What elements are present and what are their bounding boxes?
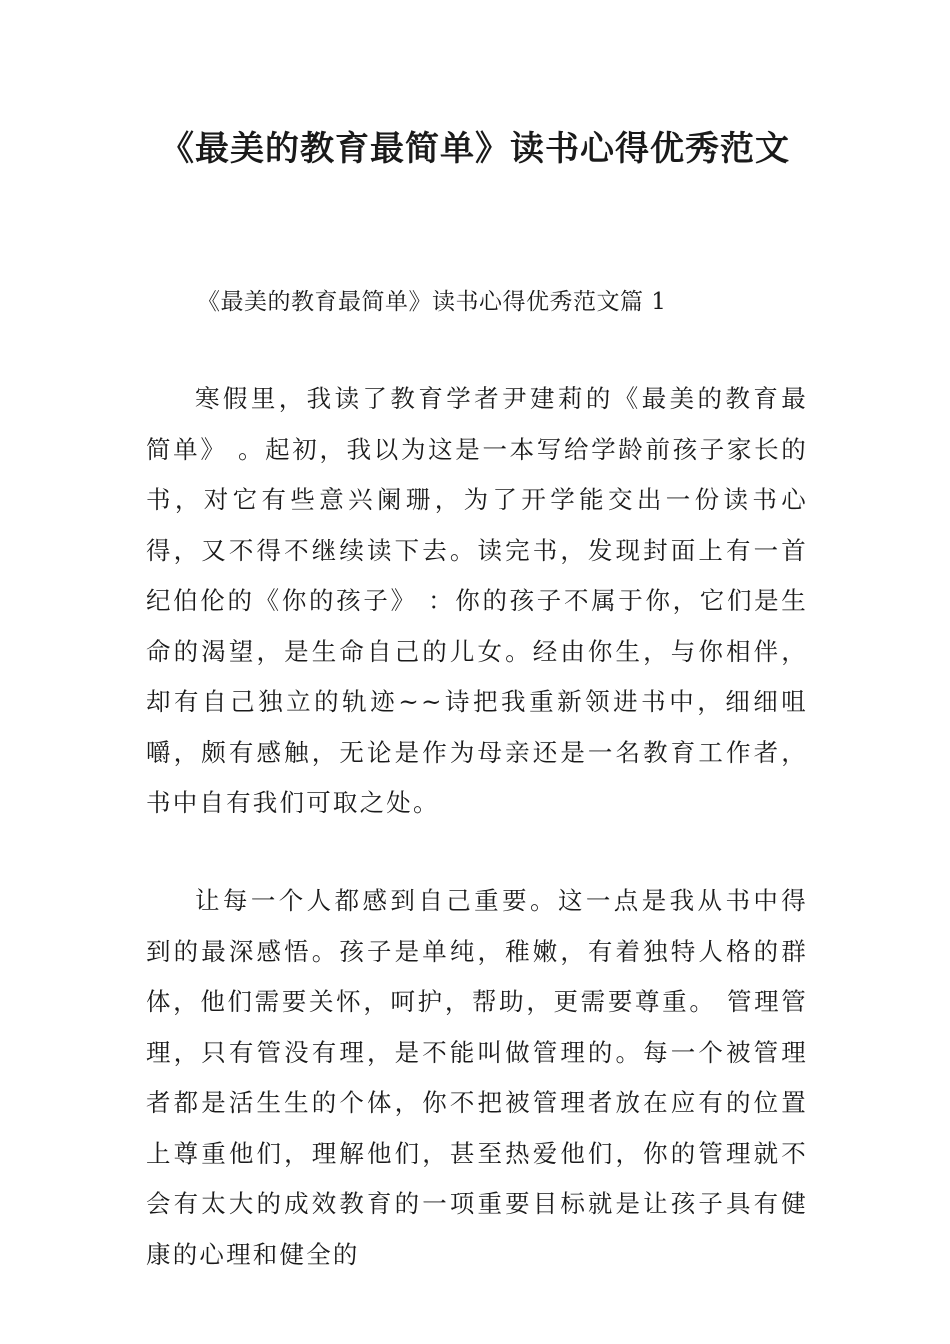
paragraph-1: 寒假里，我读了教育学者尹建莉的《最美的教育最简单》 。起初，我以为这是一本写给学龄前孩子家长的书，对它有些意兴阑珊，为了开学能交出一份读书心得，又不得不继续读下去。读完书，发现封面上有一首纪伯伦的《你的孩子》 ：你的孩子不属于你，它们是生命的渴望，是生命自己的儿女。经由你生，与你相伴，却有自己独立的轨迹~~诗把我重新领进书中，细细咀嚼，颇有感触，无论是作为母亲还是一名教育工作者，书中自有我们可取之处。	[146, 384, 808, 817]
section-heading: 《最美的教育最简单》读书心得优秀范文篇 1	[197, 289, 667, 315]
document-title: 《最美的教育最简单》读书心得优秀范文	[160, 129, 790, 169]
paragraph-2: 让每一个人都感到自己重要。这一点是我从书中得到的最深感悟。孩子是单纯，稚嫩，有着独特人格的群体，他们需要关怀，呵护，帮助，更需要尊重。 管理管理，只有管没有理，是不能叫做管理的。每一个被管理者都是活生生的个体，你不把被管理者放在应有的位置上尊重他们，理解他们，甚至热爱他们，你的管理就不会有太大的成效教育的一项重要目标就是让孩子具有健康的心理和健全的	[146, 886, 808, 1269]
